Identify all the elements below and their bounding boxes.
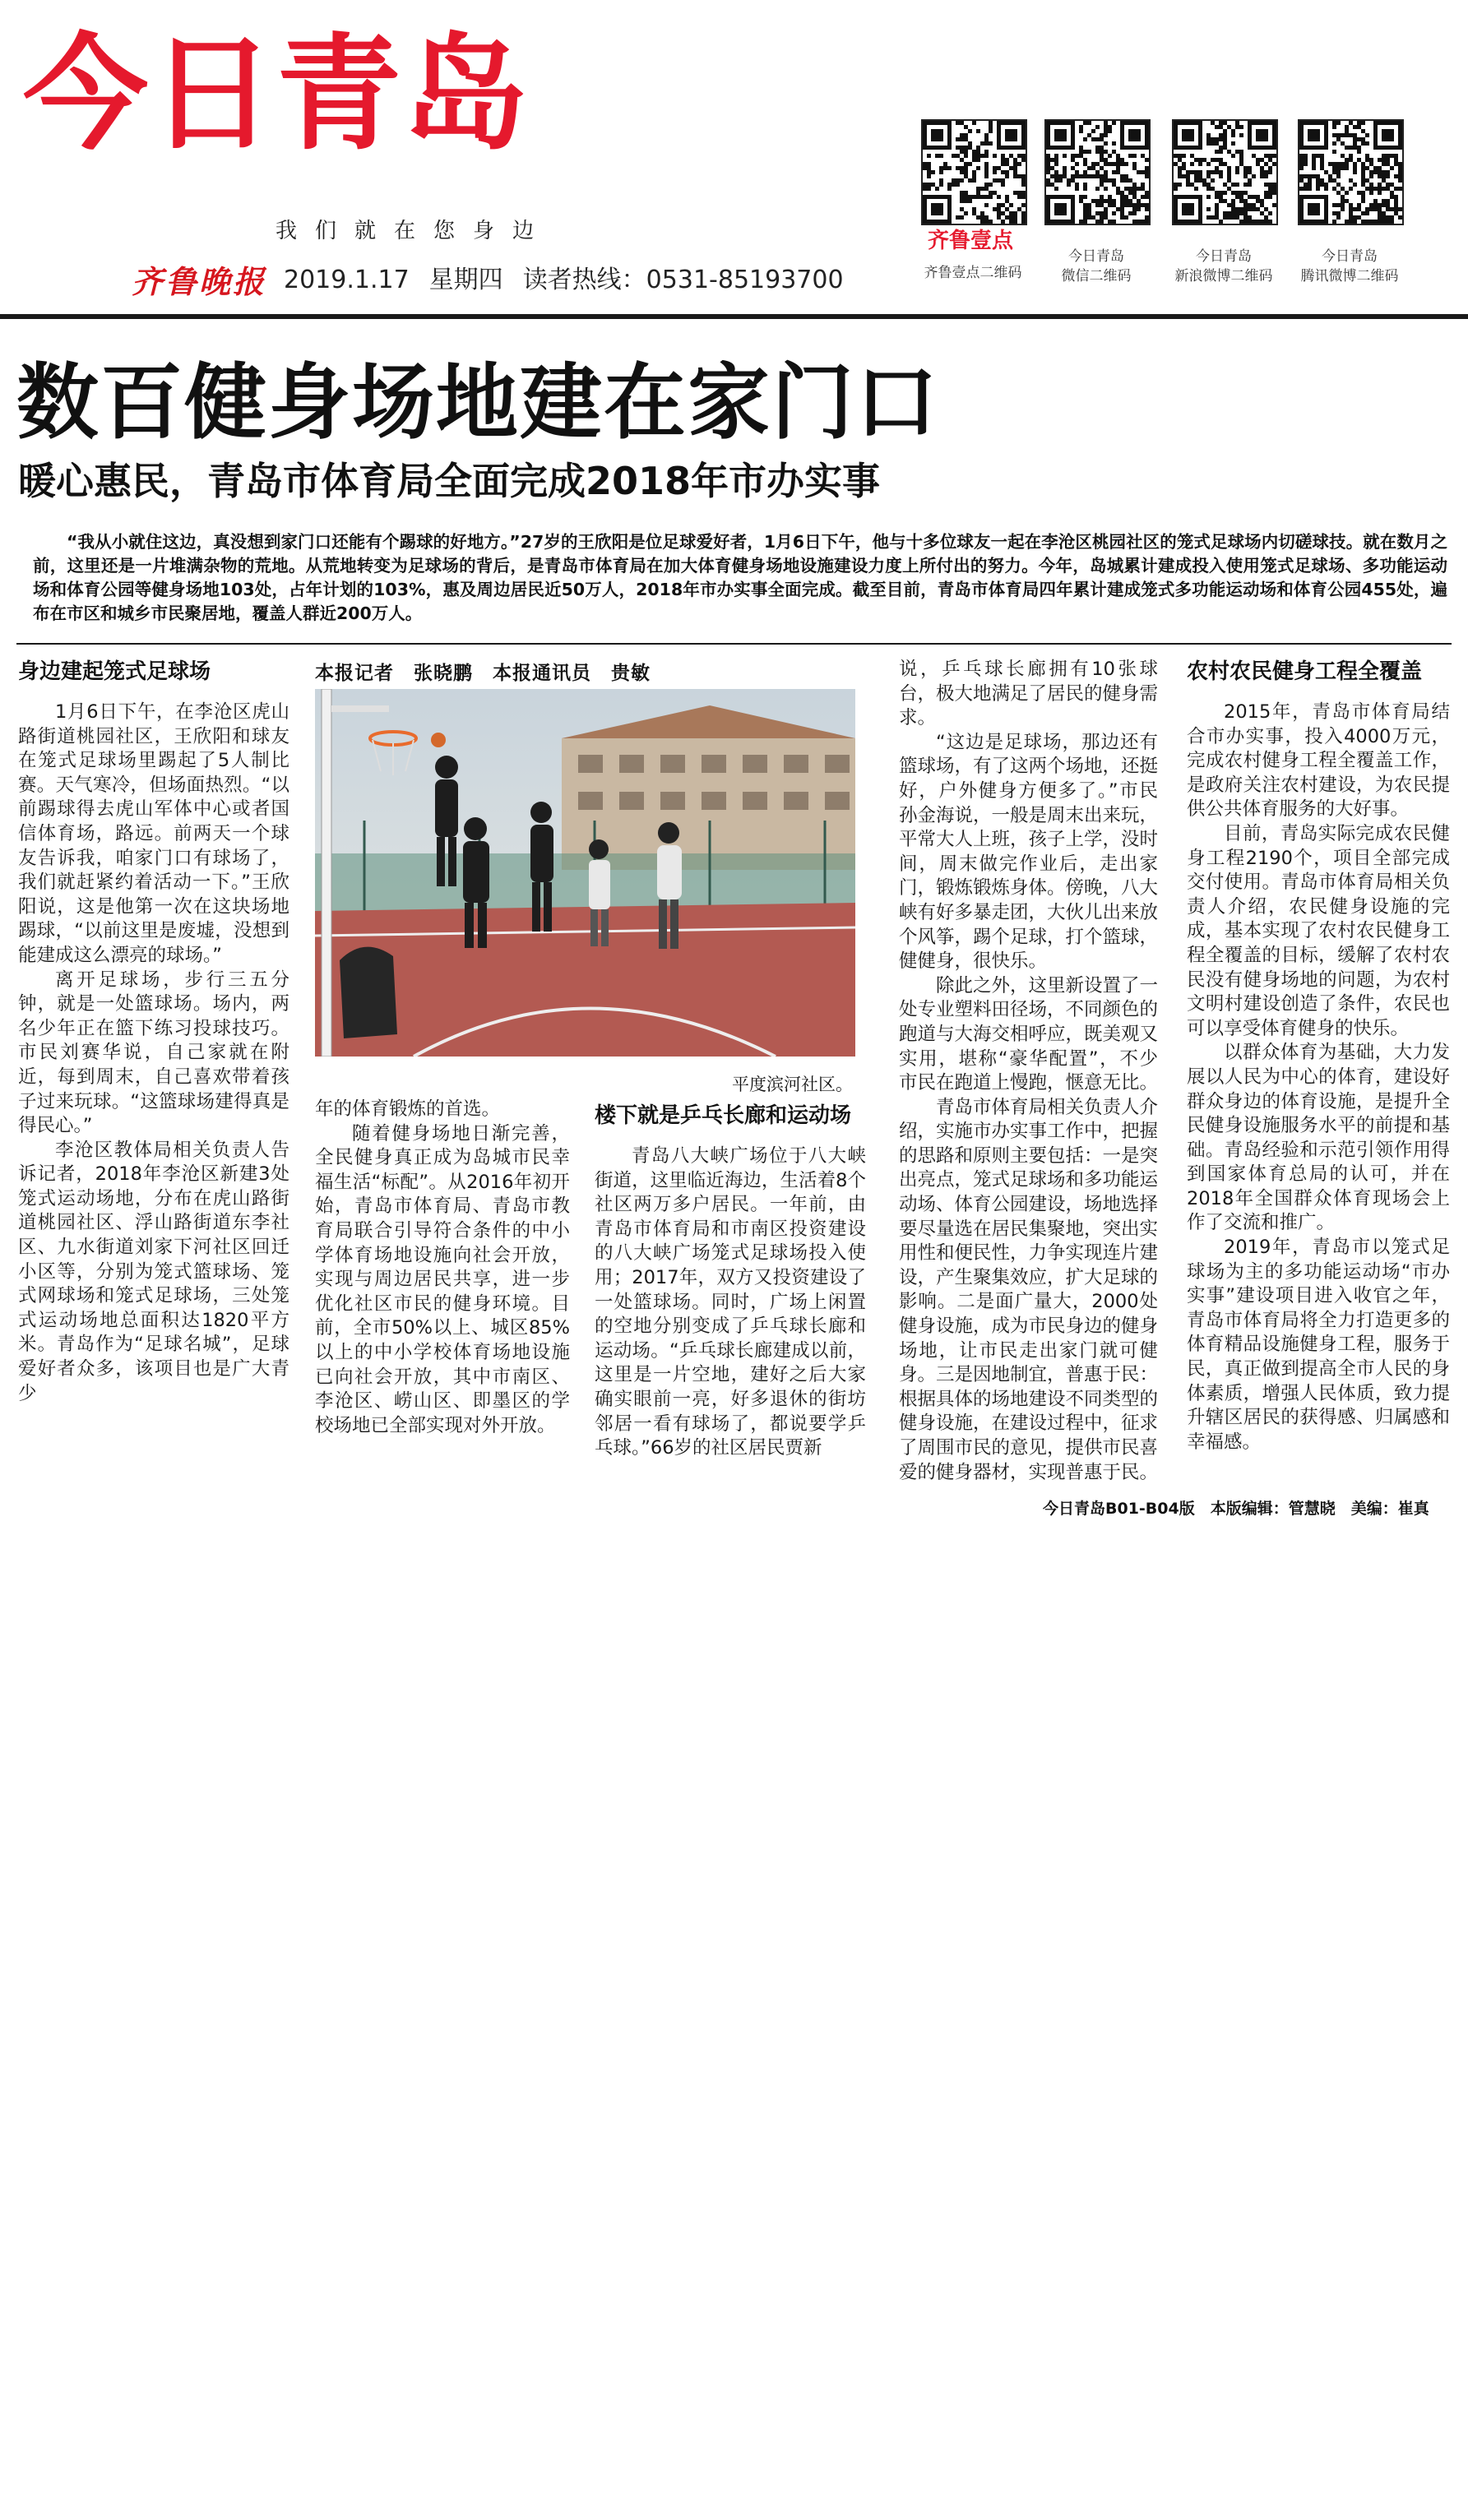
paragraph: 青岛八大峡广场位于八大峡街道，这里临近海边，生活着8个社区两万多户居民。一年前，由青岛市体育局和市南区投资建设的八大峡广场笼式足球场投入使用；2017年，双方又投资建设了一处篮球场。同时，广场上闲置的空地分别变成了乒乓球长廊和运动场。“乒乓球长廊建成以前，这里是一片空地，建好之后大家确实眼前一亮，好多退休的街坊邻居一看有球场了，都说要学乒乓球。”66岁的社区居民贾新: [595, 1145, 866, 1459]
qr-caption-3: 今日青岛 新浪微博二维码: [1174, 248, 1273, 284]
section-heading-cage-football: 身边建起笼式足球场: [18, 659, 211, 684]
reader-hotline: 读者热线：0531-85193700: [522, 266, 844, 294]
qr-caption-1: 齐鲁壹点二维码: [924, 265, 1022, 281]
paragraph: 除此之外，这里新设置了一处专业塑料田径场，不同颜色的跑道与大海交相呼应，既美观又实用，堪称“豪华配置”，不少市民在跑道上慢跑，惬意无比。: [899, 974, 1159, 1094]
brand-logo: 齐鲁晚报: [132, 263, 267, 300]
paragraph: 目前，青岛实际完成农民健身工程2190个，项目全部完成交付使用。青岛市体育局相关负责人介绍，农民健身设施的完成，基本实现了农村农民健身工程全覆盖的目标，缓解了农村农民没有健身场地的问题，为农村文明村建设创造了条件，农民也可以享受体育健身的快乐。: [1187, 822, 1450, 1039]
qr-code-wechat: [1044, 119, 1151, 225]
basketball-photo: [315, 689, 855, 1057]
issue-date: 2019.1.17: [284, 266, 410, 294]
qr-pattern-4: [1299, 121, 1402, 224]
lead-rule: [16, 643, 1452, 645]
section-heading-ping-pong: 楼下就是乒乓长廊和运动场: [595, 1103, 852, 1128]
masthead-rule: [0, 314, 1468, 319]
masthead-slogan: 我们就在您身边: [276, 219, 553, 243]
issue-weekday: 星期四: [428, 266, 503, 294]
qr-code-tencent-weibo: [1298, 119, 1404, 225]
paragraph: 随着健身场地日渐完善，全民健身真正成为岛城市民幸福生活“标配”。从2016年初开始，青岛市体育局、青岛市教育局联合引导符合条件的中小学体育场地设施向社会开放，实现与周边居民共享，进一步优化社区市民的健身环境。目前，全市50%以上、城区85%以上的中小学校体育场地设施已向社会开放，其中市南区、李沧区、崂山区、即墨区的学校场地已全部实现对外开放。: [315, 1122, 570, 1436]
byline: 本报记者 张晓鹏 本报通讯员 贵敏: [315, 663, 651, 684]
paragraph: 李沧区教体局相关负责人告诉记者，2018年李沧区新建3处笼式运动场地，分布在虎山路街道桃园社区、浮山路街道东李社区、九水街道刘家下河社区回迁小区等，分别为笼式篮球场、笼式网球场和笼式足球场，三处笼式运动场地总面积达1820平方米。青岛作为“足球名城”，足球爱好者众多，该项目也是广大青少: [18, 1139, 289, 1404]
qr-pattern-1: [923, 121, 1026, 224]
column-3: [595, 1102, 866, 1461]
qr-code-qilu: [921, 119, 1027, 225]
column-5: [1187, 658, 1450, 1454]
paragraph-continued: 年的体育锻炼的首选。: [315, 1098, 501, 1120]
paragraph: 离开足球场，步行三五分钟，就是一处篮球场。场内，两名少年正在篮下练习投球技巧。市民刘赛华说，自己家就在附近，每到周末，自己喜欢带着孩子过来玩球。“这篮球场建得真是得民心。”: [18, 969, 289, 1137]
photo-illustration: [315, 689, 855, 1057]
paragraph: “这边是足球场，那边还有篮球场，有了这两个场地，还挺好，户外健身方便多了。”市民孙金海说，一般是周末出来玩，平常大人上班，孩子上学，没时间，周末做完作业后，走出家门，锻炼锻炼身体。傍晚，八大峡有好多暴走团，大伙儿出来放个风筝，踢个足球，打个篮球，健健身，很快乐。: [899, 731, 1159, 973]
masthead-title: 今日青岛: [23, 21, 530, 167]
photo-caption: 平度滨河社区。: [732, 1075, 853, 1094]
column-4: [899, 658, 1158, 1485]
section-heading-rural-fitness: 农村农民健身工程全覆盖: [1187, 659, 1423, 684]
paragraph-continued: 说，乒乓球长廊拥有10张球台，极大地满足了居民的健身需求。: [899, 659, 1159, 729]
dateline: [284, 259, 864, 295]
qr-pattern-2: [1046, 121, 1149, 224]
paragraph: 2019年，青岛市以笼式足球场为主的多功能运动场“市办实事”建设项目进入收官之年，青岛市体育局将全力打造更多的体育精品设施健身工程，服务于民，真正做到提高全市人民的身体素质，增强人民体质，致力提升辖区居民的获得感、归属感和幸福感。: [1187, 1237, 1450, 1453]
qr-pattern-3: [1174, 121, 1276, 224]
paragraph: 以群众体育为基础，大力发展以人民为中心的体育，建设好群众身边的体育设施，是提升全民健身设施服务水平的前提和基础。青岛经验和示范引领作用得到国家体育总局的认可，并在2018年全国群众体育现场会上作了交流和推广。: [1187, 1042, 1450, 1234]
qilu-yidian-logo: 齐鲁壹点: [928, 229, 1014, 253]
column-2: [315, 1098, 570, 1438]
main-headline: 数百健身场地建在家门口: [16, 354, 939, 451]
qr-caption-4: 今日青岛 腾讯微博二维码: [1300, 248, 1399, 284]
paragraph: 青岛市体育局相关负责人介绍，实施市办实事工作中，把握的思路和原则主要包括：一是突出亮点，笼式足球场和多功能运动场、体育公园建设，场地选择要尽量选在居民集聚地，突出实用性和便民性，力争实现连片建设，产生聚集效应，扩大足球的影响。二是面广量大，2000处健身设施，成为市民身边的健身场地，让市民走出家门就可健身。三是因地制宜，普惠于民：根据具体的场地建设不同类型的健身设施，在建设过程中，征求了周围市民的意见，提供市民喜爱的健身器材，实现普惠于民。: [899, 1096, 1159, 1483]
paragraph: 1月6日下午，在李沧区虎山路街道桃园社区，王欣阳和球友在笼式足球场里踢起了5人制比赛。天气寒冷，但场面热烈。“以前踢球得去虎山军体中心或者国信体育场，路远。前两天一个球友告诉我，咱家门口有球场了，我们就赶紧约着活动一下。”王欣阳说，这是他第一次在这块场地踢球，“以前这里是废墟，没想到能建成这么漂亮的球场。”: [18, 701, 289, 966]
page-footer-editor-credits: 今日青岛B01-B04版 本版编辑：管慧晓 美编：崔真: [1043, 1500, 1429, 1518]
sub-headline: 暖心惠民，青岛市体育局全面完成2018年市办实事: [18, 459, 881, 503]
qr-caption-2: 今日青岛 微信二维码: [1061, 248, 1132, 284]
column-1: [18, 658, 289, 1406]
lead-paragraph: “我从小就住这边，真没想到家门口还能有个踢球的好地方。”27岁的王欣阳是位足球爱好者，1月6日下午，他与十多位球友一起在李沧区桃园社区的笼式足球场内切磋球技。就在数月之前，这里还是一片堆满杂物的荒地。从荒地转变为足球场的背后，是青岛市体育局在加大体育健身场地设施建设力度上所付出的努力。今年，岛城累计建成投入使用笼式足球场、多功能运动场和体育公园等健身场地103处，占年计划的103%，惠及周边居民近50万人，2018年市办实事全面完成。截至目前，青岛市体育局四年累计建成笼式多功能运动场和体育公园455处，遍布在市区和城乡市民聚居地，覆盖人群近200万人。: [33, 532, 1447, 623]
paragraph: 2015年，青岛市体育局结合市办实事，投入4000万元，完成农村健身工程全覆盖工作，是政府关注农村建设，为农民提供公共体育服务的大好事。: [1187, 701, 1450, 821]
qr-code-sina-weibo: [1172, 119, 1278, 225]
